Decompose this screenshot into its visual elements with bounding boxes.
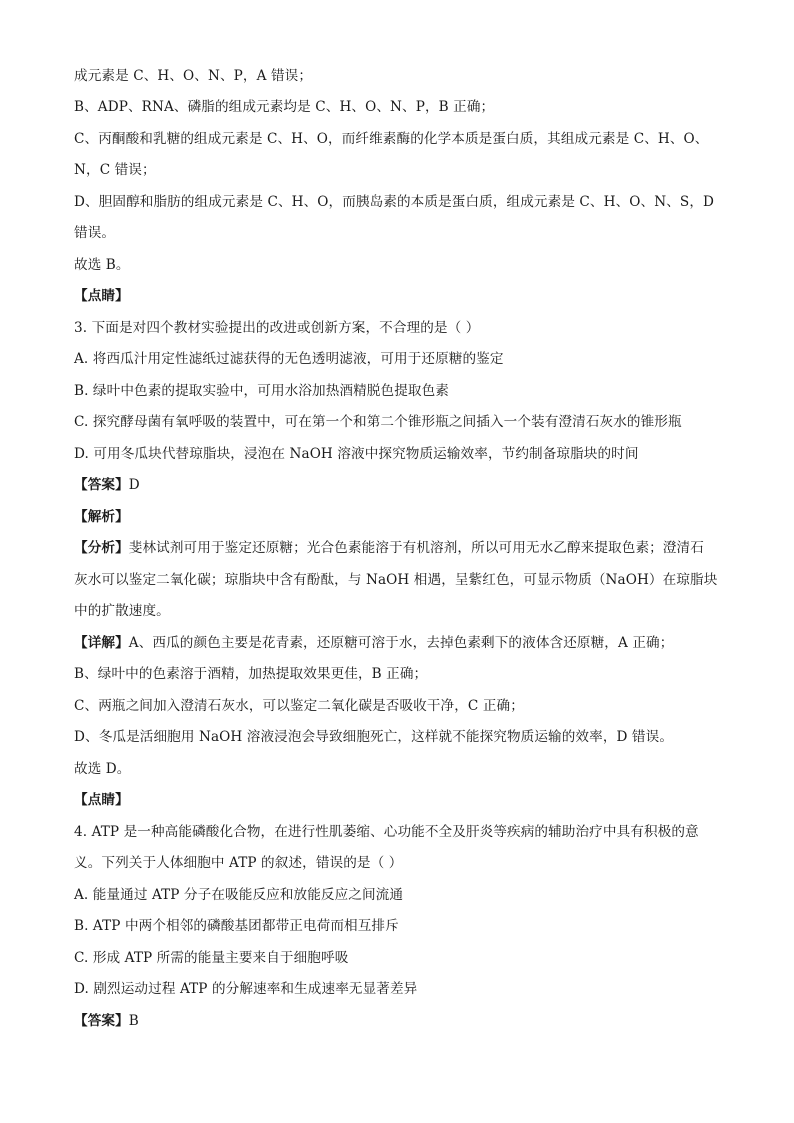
q3-answer xyxy=(74,475,724,495)
q2-analysis-line-5: D、胆固醇和脂肪的组成元素是 C、H、O，而胰岛素的本质是蛋白质，组成元素是 C、H、O、N、S，D xyxy=(74,194,715,210)
q3-fenxi-text-1: 斐林试剂可用于鉴定还原糖；光合色素能溶于有机溶剂，所以可用无水乙醇来提取色素；澄清石 xyxy=(128,540,704,556)
q3-option-a: A. 将西瓜汁用定性滤纸过滤获得的无色透明滤液，可用于还原糖的鉴定 xyxy=(74,351,504,367)
q3-option-c: C. 探究酵母菌有氧呼吸的装置中，可在第一个和第二个锥形瓶之间插入一个装有澄清石灰水的锥形瓶 xyxy=(74,414,682,430)
q4-answer-value: B xyxy=(128,1013,139,1029)
q4-option-a: A. 能量通过 ATP 分子在吸能反应和放能反应之间流通 xyxy=(74,887,404,903)
q3-xiangjie-line-a xyxy=(74,633,724,653)
q4-answer xyxy=(74,1011,724,1031)
q3-xiangjie-line-c: C、两瓶之间加入澄清石灰水，可以鉴定二氧化碳是否吸收干净，C 正确； xyxy=(74,698,524,714)
q3-stem: 3. 下面是对四个教材实验提出的改进或创新方案，不合理的是（ ） xyxy=(74,320,480,336)
q4-answer-heading: 【答案】 xyxy=(74,1013,129,1029)
q4-option-c: C. 形成 ATP 所需的能量主要来自于细胞呼吸 xyxy=(74,950,349,966)
q3-option-d: D. 可用冬瓜块代替琼脂块，浸泡在 NaOH 溶液中探究物质运输效率，节约制备琼脂块的时间 xyxy=(74,446,639,462)
q2-analysis-line-1: 成元素是 C、H、O、N、P，A 错误； xyxy=(74,68,313,84)
q3-option-b: B. 绿叶中色素的提取实验中，可用水浴加热酒精脱色提取色素 xyxy=(74,383,449,399)
q3-dianjing-heading: 【点睛】 xyxy=(74,792,129,808)
q4-stem-line-1: 4. ATP 是一种高能磷酸化合物，在进行性肌萎缩、心功能不全及肝炎等疾病的辅助治疗中具有积极的意 xyxy=(74,824,699,840)
q3-fenxi-line-1 xyxy=(74,538,724,558)
q3-answer-value: D xyxy=(128,477,140,493)
q4-option-b: B. ATP 中两个相邻的磷酸基团都带正电荷而相互排斥 xyxy=(74,918,399,934)
q3-conclusion: 故选 D。 xyxy=(74,761,131,777)
q2-conclusion: 故选 B。 xyxy=(74,257,130,273)
q3-jiexi-heading: 【解析】 xyxy=(74,509,129,525)
q3-xiangjie-line-b: B、绿叶中的色素溶于酒精，加热提取效果更佳，B 正确； xyxy=(74,666,428,682)
q3-fenxi-line-2: 灰水可以鉴定二氧化碳；琼脂块中含有酚酞，与 NaOH 相遇，呈紫红色，可显示物质（NaOH）在琼脂块 xyxy=(74,572,718,588)
q2-analysis-line-4: N，C 错误； xyxy=(74,162,156,178)
q4-option-d: D. 剧烈运动过程 ATP 的分解速率和生成速率无显著差异 xyxy=(74,981,418,997)
q3-xiangjie-line-d: D、冬瓜是活细胞用 NaOH 溶液浸泡会导致细胞死亡，这样就不能探究物质运输的效率，D 错误。 xyxy=(74,729,674,745)
q3-fenxi-heading: 【分析】 xyxy=(74,540,129,556)
q3-xiangjie-text-a: A、西瓜的颜色主要是花青素，还原糖可溶于水，去掉色素剩下的液体含还原糖，A 正确； xyxy=(128,635,674,651)
q3-answer-heading: 【答案】 xyxy=(74,477,129,493)
q2-analysis-line-6: 错误。 xyxy=(74,225,116,241)
q4-stem-line-2: 义。下列关于人体细胞中 ATP 的叙述，错误的是（ ） xyxy=(74,855,403,871)
q2-dianjing-heading: 【点睛】 xyxy=(74,288,129,304)
q3-fenxi-line-3: 中的扩散速度。 xyxy=(74,603,170,619)
q2-analysis-line-2: B、ADP、RNA、磷脂的组成元素均是 C、H、O、N、P，B 正确； xyxy=(74,99,495,115)
q3-xiangjie-heading: 【详解】 xyxy=(74,635,129,651)
q2-analysis-line-3: C、丙酮酸和乳糖的组成元素是 C、H、O，而纤维素酶的化学本质是蛋白质，其组成元素是 C、H、O、 xyxy=(74,131,709,147)
